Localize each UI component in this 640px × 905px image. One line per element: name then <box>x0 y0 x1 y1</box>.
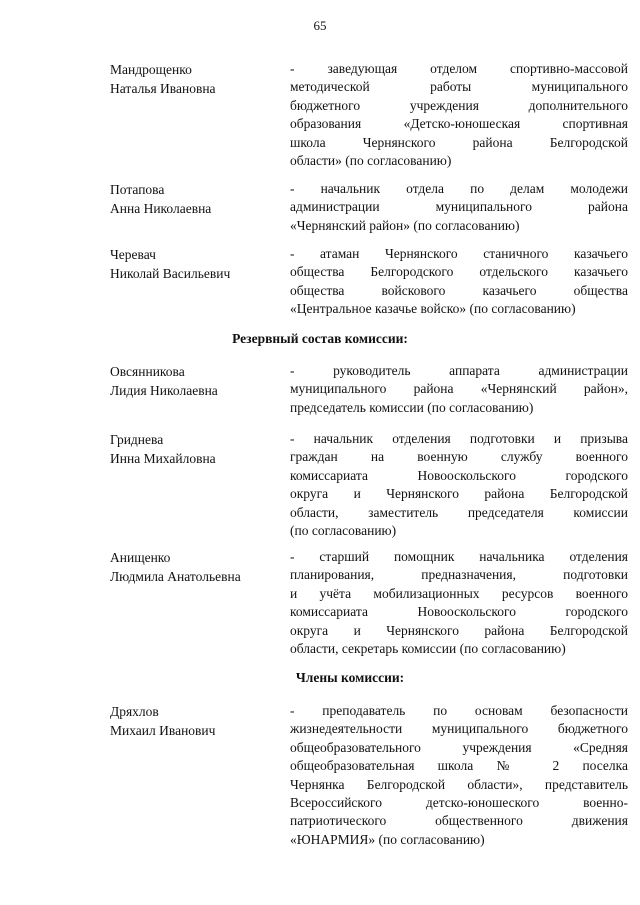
description-line: общеобразовательного учреждения «Средняя <box>290 739 628 755</box>
surname: Овсянникова <box>110 364 185 379</box>
given-name: Анна Николаевна <box>110 201 212 216</box>
role-description <box>290 430 628 540</box>
surname: Черевач <box>110 247 156 262</box>
description-line: Всероссийского детско-юношеского военно- <box>290 795 628 811</box>
role-description <box>290 180 628 235</box>
description-line: - заведующая отделом спортивно-массовой <box>290 61 628 76</box>
description-line: области, секретарь комиссии (по согласованию) <box>290 641 566 657</box>
person-name <box>110 430 290 468</box>
description-line: - старший помощник начальника отделения <box>290 549 628 564</box>
description-line: граждан на военную службу военного <box>290 449 628 465</box>
description-line: области, заместитель председателя комиссии <box>290 504 628 520</box>
description-line: методической работы муниципального <box>290 79 628 95</box>
description-line: комиссариата Новооскольского городского <box>290 467 628 483</box>
description-line: муниципального района «Чернянский район», <box>290 381 628 397</box>
description-line: школа Чернянского района Белгородской <box>290 134 628 150</box>
surname: Дряхлов <box>110 704 159 719</box>
description-line: образования «Детско-юношеская спортивная <box>290 116 628 132</box>
section-heading-members: Члены комиссии: <box>295 670 405 685</box>
section-heading-reserve: Резервный состав комиссии: <box>232 331 408 346</box>
given-name: Лидия Николаевна <box>110 383 218 398</box>
given-name: Инна Михайловна <box>110 451 216 466</box>
person-name <box>110 702 290 740</box>
description-line: - руководитель аппарата администрации <box>290 363 628 378</box>
description-line: - начальник отделения подготовки и призыва <box>290 431 628 446</box>
role-description <box>290 702 628 849</box>
given-name: Михаил Иванович <box>110 723 216 738</box>
person-name <box>110 180 290 218</box>
description-line: общеобразовательная школа № 2 поселка <box>290 758 628 774</box>
description-line: (по согласованию) <box>290 523 397 539</box>
description-line: планирования, предназначения, подготовки <box>290 567 628 583</box>
description-line: жизнедеятельности муниципального бюджетного <box>290 721 628 737</box>
description-line: председатель комиссии (по согласованию) <box>290 399 534 415</box>
description-line: «Центральное казачье войско» (по согласованию) <box>290 301 576 317</box>
description-line: - атаман Чернянского станичного казачьего <box>290 246 628 261</box>
person-name <box>110 60 290 98</box>
description-line: и учёта мобилизационных ресурсов военного <box>290 585 628 601</box>
description-line: округа и Чернянского района Белгородской <box>290 486 628 502</box>
description-line: общества Белгородского отдельского казачьего <box>290 264 628 280</box>
description-line: патриотического общественного движения <box>290 813 628 829</box>
page-number: 65 <box>313 18 327 33</box>
description-line: Чернянка Белгородской области», представитель <box>290 776 628 792</box>
description-line: «ЮНАРМИЯ» (по согласованию) <box>290 831 485 847</box>
description-line: «Чернянский район» (по согласованию) <box>290 217 520 233</box>
surname: Мандрощенко <box>110 62 192 77</box>
description-line: бюджетного учреждения дополнительного <box>290 97 628 113</box>
description-line: - начальник отдела по делам молодежи <box>290 181 628 196</box>
surname: Потапова <box>110 182 165 197</box>
description-line: округа и Чернянского района Белгородской <box>290 622 628 638</box>
description-line: общества войскового казачьего общества <box>290 282 628 298</box>
given-name: Наталья Ивановна <box>110 81 216 96</box>
role-description <box>290 245 628 319</box>
role-description <box>290 60 628 170</box>
person-name <box>110 245 290 283</box>
person-name <box>110 548 290 586</box>
role-description <box>290 548 628 658</box>
description-line: области» (по согласованию) <box>290 153 452 169</box>
surname: Анищенко <box>110 550 171 565</box>
description-line: комиссариата Новооскольского городского <box>290 604 628 620</box>
role-description <box>290 362 628 417</box>
given-name: Николай Васильевич <box>110 266 231 281</box>
surname: Гриднева <box>110 432 164 447</box>
person-name <box>110 362 290 400</box>
description-line: администрации муниципального района <box>290 199 628 215</box>
description-line: - преподаватель по основам безопасности <box>290 703 628 718</box>
given-name: Людмила Анатольевна <box>110 569 241 584</box>
